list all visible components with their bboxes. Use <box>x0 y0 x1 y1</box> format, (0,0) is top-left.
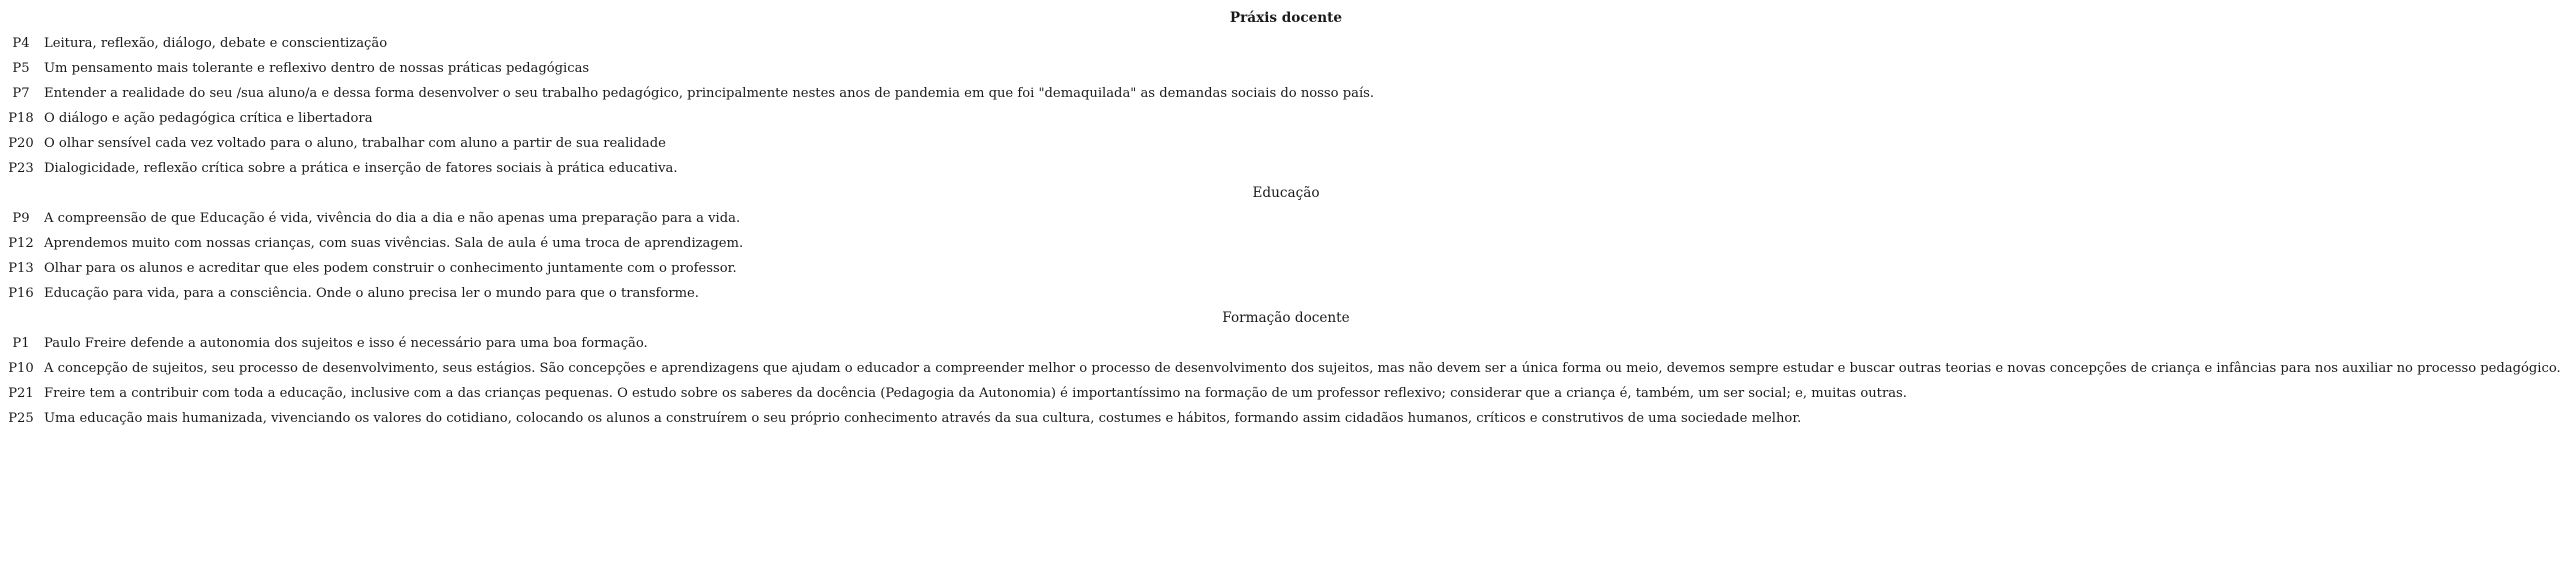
table-row <box>0 81 2573 106</box>
response-text: Leitura, reflexão, diálogo, debate e conscientização <box>44 36 388 51</box>
table-row <box>0 31 2573 56</box>
response-text: Entender a realidade do seu /sua aluno/a e dessa forma desenvolver o seu trabalho pedagógico, principalmente nestes anos de pandemia em que foi "demaquilada" as demandas sociais do nosso país. <box>44 86 1375 101</box>
participant-code: P18 <box>8 111 34 126</box>
participant-code: P4 <box>12 36 30 51</box>
response-text: Freire tem a contribuir com toda a educação, inclusive com a das crianças pequenas. O estudo sobre os saberes da docência (Pedagogia da Autonomia) é importantíssimo na formação de um professor reflexivo; considerar que a criança é, também, um ser social; e, muitas outras. <box>44 386 1907 401</box>
participant-code: P5 <box>12 61 30 76</box>
section-heading-praxis-docente <box>0 6 2573 31</box>
section-title: Práxis docente <box>1229 10 1343 26</box>
table-row <box>0 231 2573 256</box>
table-row <box>0 131 2573 156</box>
response-text: Paulo Freire defende a autonomia dos sujeitos e isso é necessário para uma boa formação. <box>44 336 648 351</box>
table-row <box>0 281 2573 306</box>
participant-code: P10 <box>8 361 34 376</box>
section-title: Educação <box>1252 185 1320 201</box>
response-text: Aprendemos muito com nossas crianças, com suas vivências. Sala de aula é uma troca de aprendizagem. <box>44 236 744 251</box>
table-row <box>0 356 2573 381</box>
participant-code: P7 <box>12 86 30 101</box>
participant-code: P21 <box>8 386 34 401</box>
table-row <box>0 381 2573 406</box>
table-row <box>0 206 2573 231</box>
participant-code: P12 <box>8 236 34 251</box>
participant-code: P20 <box>8 136 34 151</box>
response-text: O diálogo e ação pedagógica crítica e libertadora <box>44 111 373 126</box>
response-text: O olhar sensível cada vez voltado para o aluno, trabalhar com aluno a partir de sua realidade <box>44 136 666 151</box>
section-title: Formação docente <box>1222 310 1350 326</box>
response-text: Olhar para os alunos e acreditar que eles podem construir o conhecimento juntamente com o professor. <box>44 261 737 276</box>
participant-code: P23 <box>8 161 34 176</box>
response-text: Um pensamento mais tolerante e reflexivo dentro de nossas práticas pedagógicas <box>44 61 590 76</box>
table-row <box>0 156 2573 181</box>
table-row <box>0 331 2573 356</box>
response-text: Educação para vida, para a consciência. Onde o aluno precisa ler o mundo para que o transforme. <box>44 286 699 301</box>
section-heading-formacao-docente <box>0 306 2573 331</box>
participant-code: P1 <box>12 336 30 351</box>
table-row <box>0 406 2573 431</box>
table-row <box>0 256 2573 281</box>
section-heading-educacao <box>0 181 2573 206</box>
participant-code: P16 <box>8 286 34 301</box>
participant-code: P13 <box>8 261 34 276</box>
participant-code: P25 <box>8 411 34 426</box>
response-text: A compreensão de que Educação é vida, vivência do dia a dia e não apenas uma preparação para a vida. <box>44 211 741 226</box>
response-text: A concepção de sujeitos, seu processo de desenvolvimento, seus estágios. São concepções e aprendizagens que ajudam o educador a compreender melhor o processo de desenvolvimento dos sujeitos, mas não devem ser a única forma ou meio, devemos sempre estudar e buscar outras teorias e novas concepções de criança e infâncias para nos auxiliar no processo pedagógico. <box>44 361 2561 376</box>
response-text: Uma educação mais humanizada, vivenciando os valores do cotidiano, colocando os alunos a construírem o seu próprio conhecimento através da sua cultura, costumes e hábitos, formando assim cidadãos humanos, críticos e construtivos de uma sociedade melhor. <box>44 411 1802 426</box>
table-row <box>0 106 2573 131</box>
participant-code: P9 <box>12 211 30 226</box>
response-text: Dialogicidade, reflexão crítica sobre a prática e inserção de fatores sociais à prática educativa. <box>44 161 678 176</box>
table-row <box>0 56 2573 81</box>
